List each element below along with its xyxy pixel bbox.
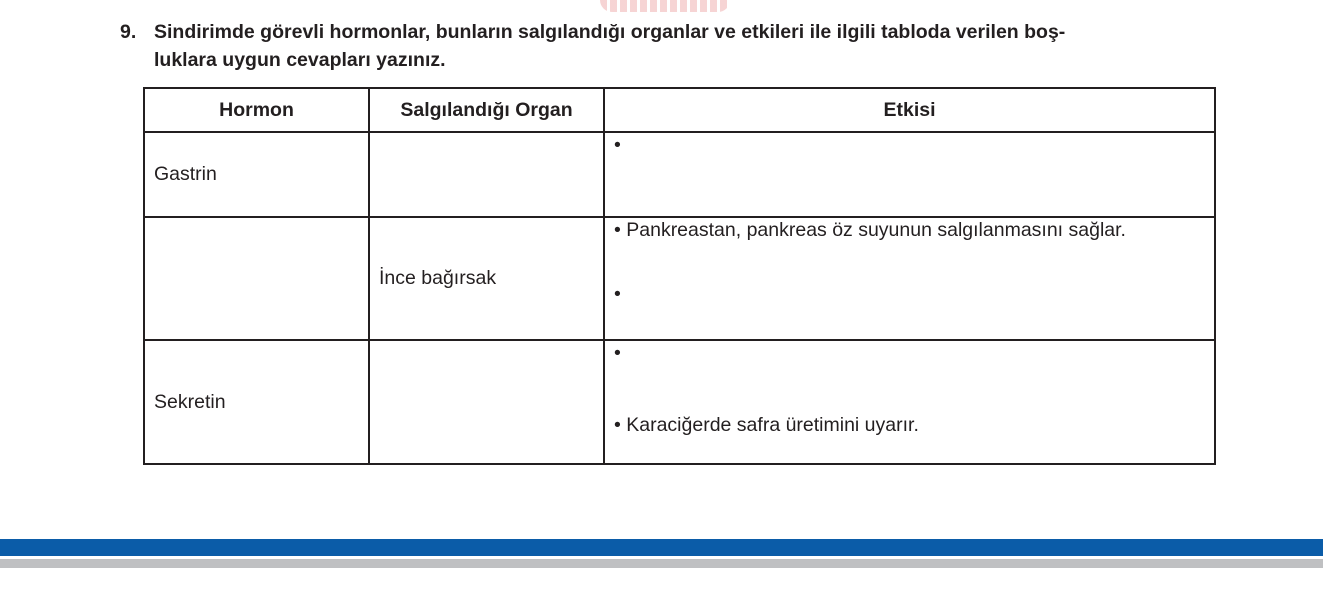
effect-cell[interactable] (604, 132, 1215, 217)
footer-blue-band (0, 539, 1323, 556)
hormone-cell[interactable]: Gastrin (144, 132, 369, 217)
header-hormone: Hormon (144, 88, 369, 132)
header-effect: Etkisi (604, 88, 1215, 132)
hormone-answer-cell[interactable] (144, 217, 369, 340)
table-header-row (144, 88, 1215, 132)
question-text-line-2: luklara uygun cevapları yazınız. (154, 49, 446, 71)
hormone-table (143, 87, 1216, 465)
effect-blank-bullet: • (614, 134, 621, 156)
question-block (120, 18, 1220, 74)
organ-answer-cell[interactable] (369, 340, 604, 464)
effect-text: • Karaciğerde safra üretimini uyarır. (614, 414, 919, 436)
header-organ: Salgılandığı Organ (369, 88, 604, 132)
hormone-cell[interactable]: Sekretin (144, 340, 369, 464)
table-row (144, 217, 1215, 340)
watermark-decoration (600, 0, 730, 12)
effect-blank-bullet: • (614, 342, 621, 364)
effect-cell[interactable] (604, 217, 1215, 340)
table-row (144, 132, 1215, 217)
question-text-line-1: Sindirimde görevli hormonlar, bunların salgılandığı organlar ve etkileri ile ilgili tabloda verilen boş- (154, 21, 1066, 43)
organ-answer-cell[interactable] (369, 132, 604, 217)
effect-text: • Pankreastan, pankreas öz suyunun salgılanmasını sağlar. (614, 219, 1126, 241)
question-number: 9. (120, 21, 137, 43)
effect-blank-bullet: • (614, 283, 621, 305)
organ-cell[interactable]: İnce bağırsak (369, 217, 604, 340)
table-row (144, 340, 1215, 464)
effect-cell[interactable] (604, 340, 1215, 464)
footer-gray-band (0, 559, 1323, 568)
